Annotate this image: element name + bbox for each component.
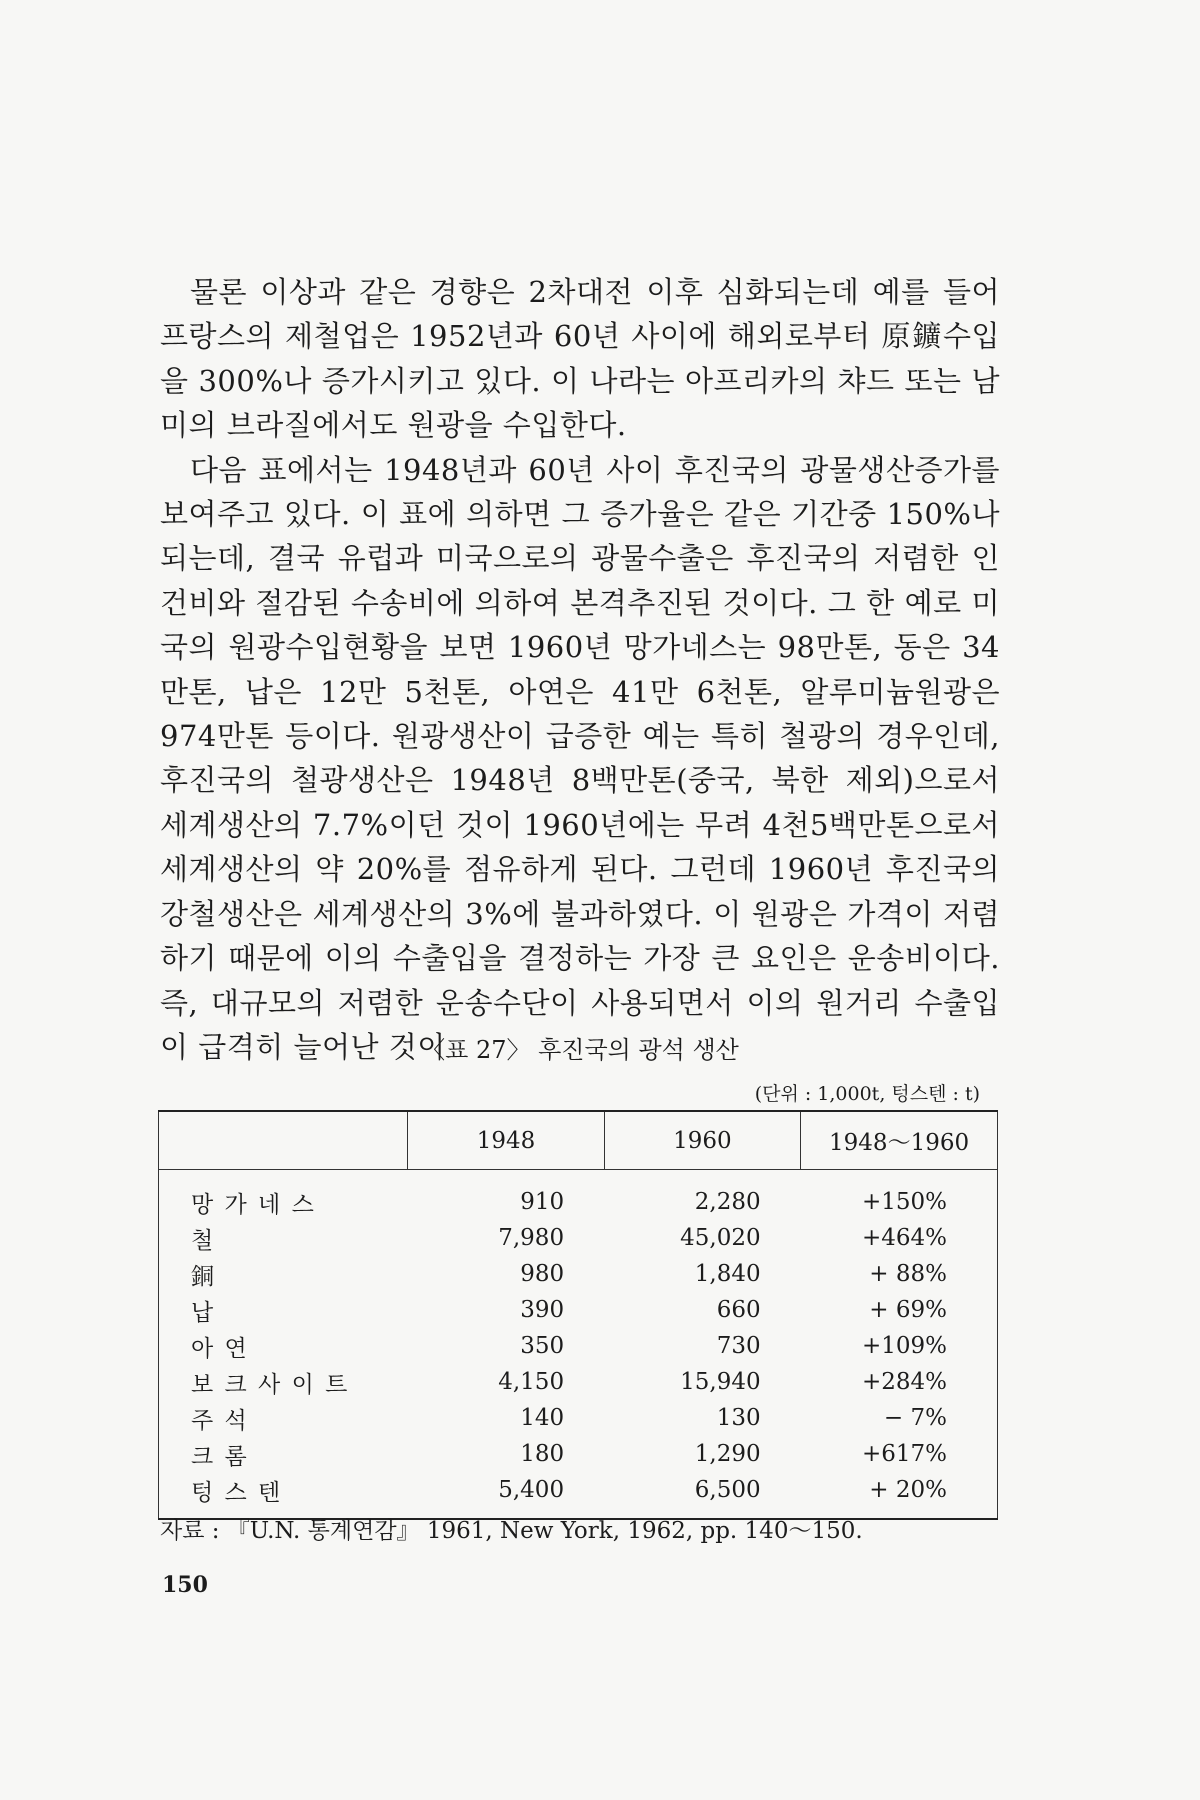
table-header-row	[159, 1111, 998, 1170]
value-1960: 1,840	[694, 1261, 761, 1287]
table-row	[159, 1328, 998, 1364]
change-percent: +464%	[801, 1220, 998, 1256]
table-row	[159, 1436, 998, 1472]
change-percent: +150%	[801, 1170, 998, 1221]
source-note: 자료 : 『U.N. 통계연감』 1961, New York, 1962, pp. 140～150.	[160, 1518, 863, 1544]
page-number: 150	[162, 1572, 208, 1598]
value-1948: 390	[520, 1297, 565, 1323]
table-row	[159, 1256, 998, 1292]
table-row	[159, 1170, 998, 1221]
value-1960: 130	[716, 1405, 761, 1431]
mineral-name: 철	[159, 1220, 408, 1256]
change-percent: +617%	[801, 1436, 998, 1472]
mineral-name: 銅	[159, 1256, 408, 1292]
table-caption: 〈표 27〉 후진국의 광석 생산	[421, 1036, 739, 1064]
value-1960: 6,500	[694, 1477, 761, 1503]
header-blank	[159, 1111, 408, 1170]
change-percent: − 7%	[801, 1400, 998, 1436]
value-1948: 5,400	[498, 1477, 565, 1503]
header-change: 1948～1960	[801, 1111, 998, 1170]
header-1960: 1960	[604, 1111, 801, 1170]
value-1948: 180	[520, 1441, 565, 1467]
value-1960: 660	[716, 1297, 761, 1323]
value-1960: 45,020	[680, 1225, 761, 1251]
value-1960: 15,940	[680, 1369, 761, 1395]
table-row	[159, 1400, 998, 1436]
mineral-name: 텅 스 텐	[159, 1472, 408, 1519]
value-1960: 1,290	[694, 1441, 761, 1467]
mineral-name: 크 롬	[159, 1436, 408, 1472]
value-1960: 730	[716, 1333, 761, 1359]
table-row	[159, 1220, 998, 1256]
value-1948: 4,150	[498, 1369, 565, 1395]
paragraph-1: 물론 이상과 같은 경향은 2차대전 이후 심화되는데 예를 들어 프랑스의 제철업은 1952년과 60년 사이에 해외로부터 原鑛수입을 300%나 증가시키고 있다. 이 나라는 아프리카의 챠드 또는 남미의 브라질에서도 원광을 수입한다.	[160, 275, 1000, 443]
value-1948: 7,980	[498, 1225, 565, 1251]
value-1948: 910	[520, 1189, 565, 1215]
value-1948: 350	[520, 1333, 565, 1359]
header-1948: 1948	[408, 1111, 604, 1170]
change-percent: + 88%	[801, 1256, 998, 1292]
mineral-name: 아 연	[159, 1328, 408, 1364]
table-unit-note: (단위 : 1,000t, 텅스텐 : t)	[754, 1083, 980, 1105]
change-percent: +109%	[801, 1328, 998, 1364]
value-1960: 2,280	[694, 1189, 761, 1215]
change-percent: +284%	[801, 1364, 998, 1400]
value-1948: 980	[520, 1261, 565, 1287]
mineral-name: 망 가 네 스	[159, 1170, 408, 1221]
mineral-name: 납	[159, 1292, 408, 1328]
table-body	[159, 1170, 998, 1520]
ore-production-table	[158, 1110, 998, 1520]
change-percent: + 69%	[801, 1292, 998, 1328]
table-row	[159, 1292, 998, 1328]
change-percent: + 20%	[801, 1472, 998, 1519]
table-row	[159, 1364, 998, 1400]
mineral-name: 보 크 사 이 트	[159, 1364, 408, 1400]
body-text	[160, 270, 1000, 1069]
mineral-name: 주 석	[159, 1400, 408, 1436]
paragraph-2: 다음 표에서는 1948년과 60년 사이 후진국의 광물생산증가를 보여주고 있다. 이 표에 의하면 그 증가율은 같은 기간중 150%나 되는데, 결국 유럽과 미국으로의 광물수출은 후진국의 저렴한 인건비와 절감된 수송비에 의하여 본격추진된 것이다. 그 한 예로 미국의 원광수입현황을 보면 1960년 망가네스는 98만톤, 동은 34만톤, 납은 12만 5천톤, 아연은 41만 6천톤, 알루미늄원광은 974만톤 등이다. 원광생산이 급증한 예는 특히 철광의 경우인데, 후진국의 철광생산은 1948년 8백만톤(중국, 북한 제외)으로서 세계생산의 7.7%이던 것이 1960년에는 무려 4천5백만톤으로서 세계생산의 약 20%를 점유하게 된다. 그런데 1960년 후진국의 강철생산은 세계생산의 3%에 불과하였다. 이 원광은 가격이 저렴하기 때문에 이의 수출입을 결정하는 가장 큰 요인은 운송비이다. 즉, 대규모의 저렴한 운송수단이 사용되면서 이의 원거리 수출입이 급격히 늘어난 것이	[160, 452, 1000, 1064]
value-1948: 140	[520, 1405, 565, 1431]
